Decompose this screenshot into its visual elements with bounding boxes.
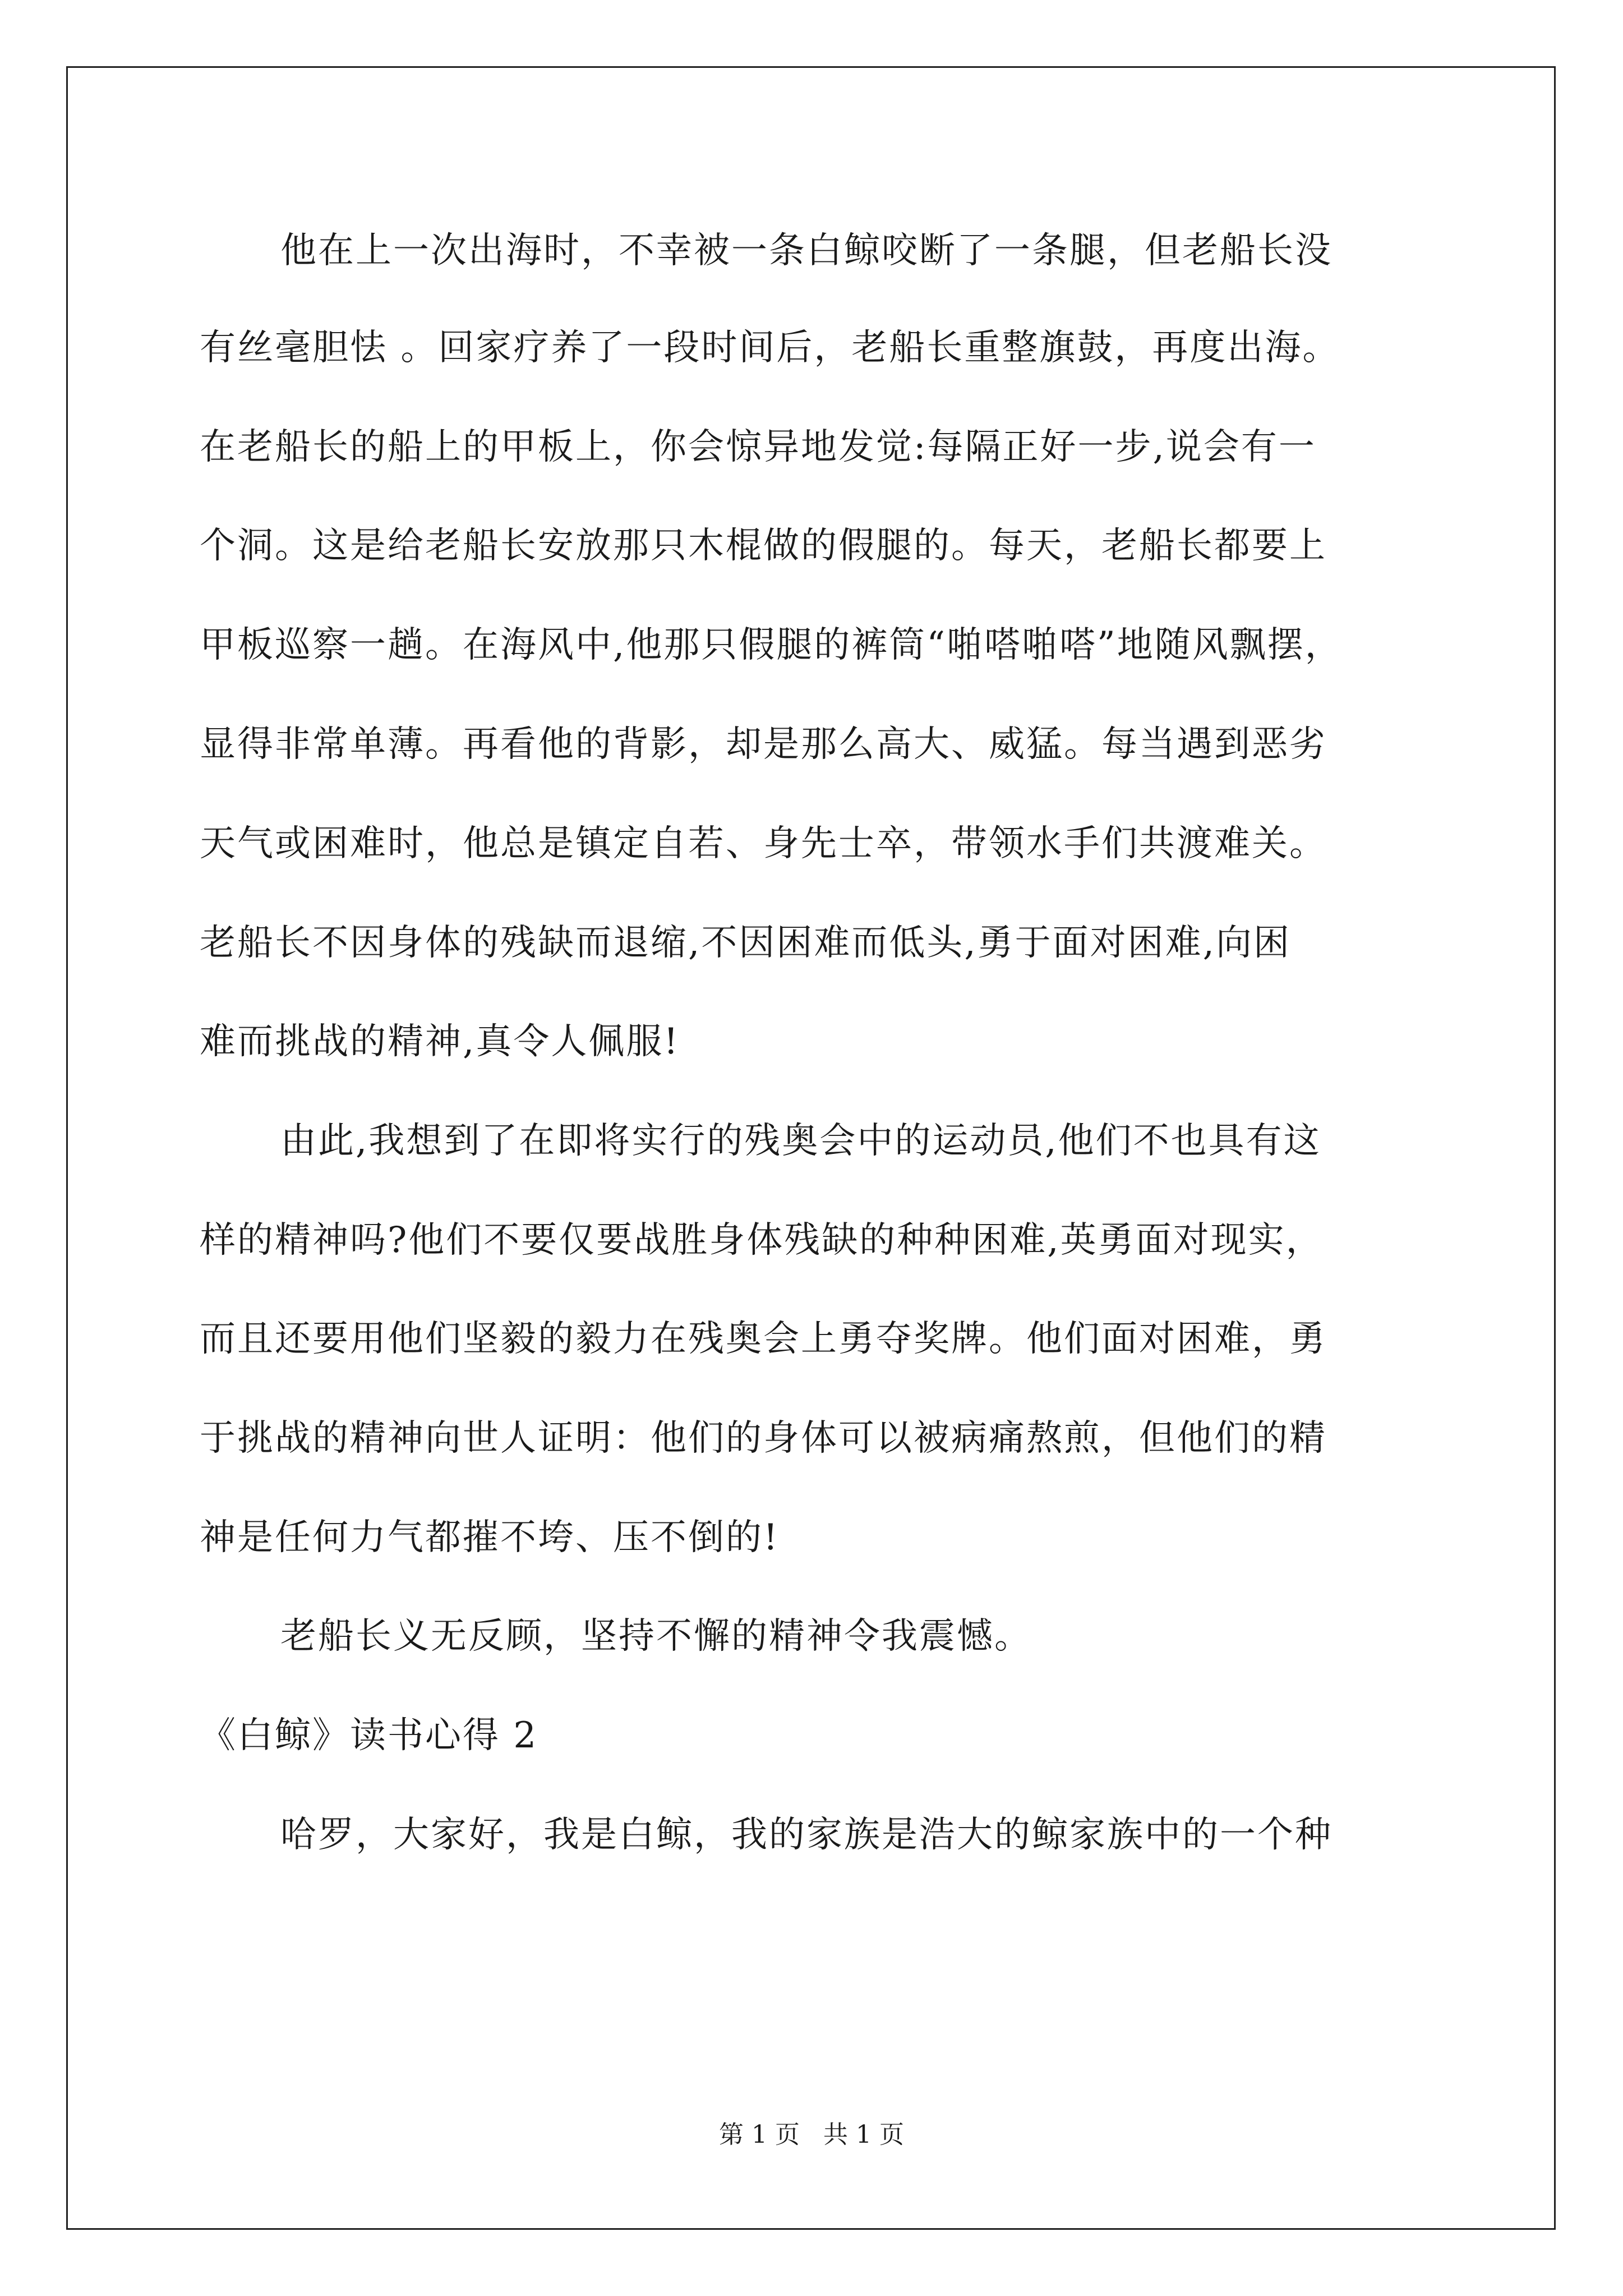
body-line-6: 显得非常单薄。再看他的背影，却是那么高大、威猛。每当遇到恶劣 (200, 724, 1327, 765)
body-line-17: 哈罗，大家好，我是白鲸，我的家族是浩大的鲸家族中的一个种 (280, 1814, 1332, 1856)
body-line-10: 由此,我想到了在即将实行的残奥会中的运动员,他们不也具有这 (280, 1120, 1321, 1162)
body-line-12: 而且还要用他们坚毅的毅力在残奥会上勇夺奖牌。他们面对困难，勇 (200, 1318, 1327, 1360)
body-line-11: 样的精神吗?他们不要仅要战胜身体残缺的种种困难,英勇面对现实， (200, 1220, 1324, 1261)
body-line-7: 天气或困难时，他总是镇定自若、身先士卒，带领水手们共渡难关。 (200, 823, 1327, 864)
body-line-5: 甲板巡察一趟。在海风中,他那只假腿的裤筒“啪嗒啪嗒”地随风飘摆， (200, 624, 1343, 666)
body-line-3: 在老船长的船上的甲板上，你会惊异地发觉:每隔正好一步,说会有一 (200, 426, 1316, 468)
body-line-15: 老船长义无反顾，坚持不懈的精神令我震憾。 (280, 1616, 1032, 1657)
body-line-1: 他在上一次出海时，不幸被一条白鲸咬断了一条腿，但老船长没 (280, 230, 1332, 272)
body-line-9: 难而挑战的精神,真令人佩服! (200, 1021, 680, 1062)
body-line-2: 有丝毫胆怯 。回家疗养了一段时间后，老船长重整旗鼓，再度出海。 (200, 327, 1340, 369)
body-line-4: 个洞。这是给老船长安放那只木棍做的假腿的。每天，老船长都要上 (200, 525, 1327, 567)
body-line-13: 于挑战的精神向世人证明：他们的身体可以被病痛熬煎，但他们的精 (200, 1418, 1327, 1459)
section-heading: 《白鲸》读书心得 2 (200, 1715, 538, 1756)
body-line-14: 神是任何力气都摧不垮、压不倒的! (200, 1517, 780, 1558)
page-footer: 第 1 页 共 1 页 (719, 2120, 904, 2149)
body-line-8: 老船长不因身体的残缺而退缩,不因困难而低头,勇于面对困难,向困 (200, 922, 1292, 964)
